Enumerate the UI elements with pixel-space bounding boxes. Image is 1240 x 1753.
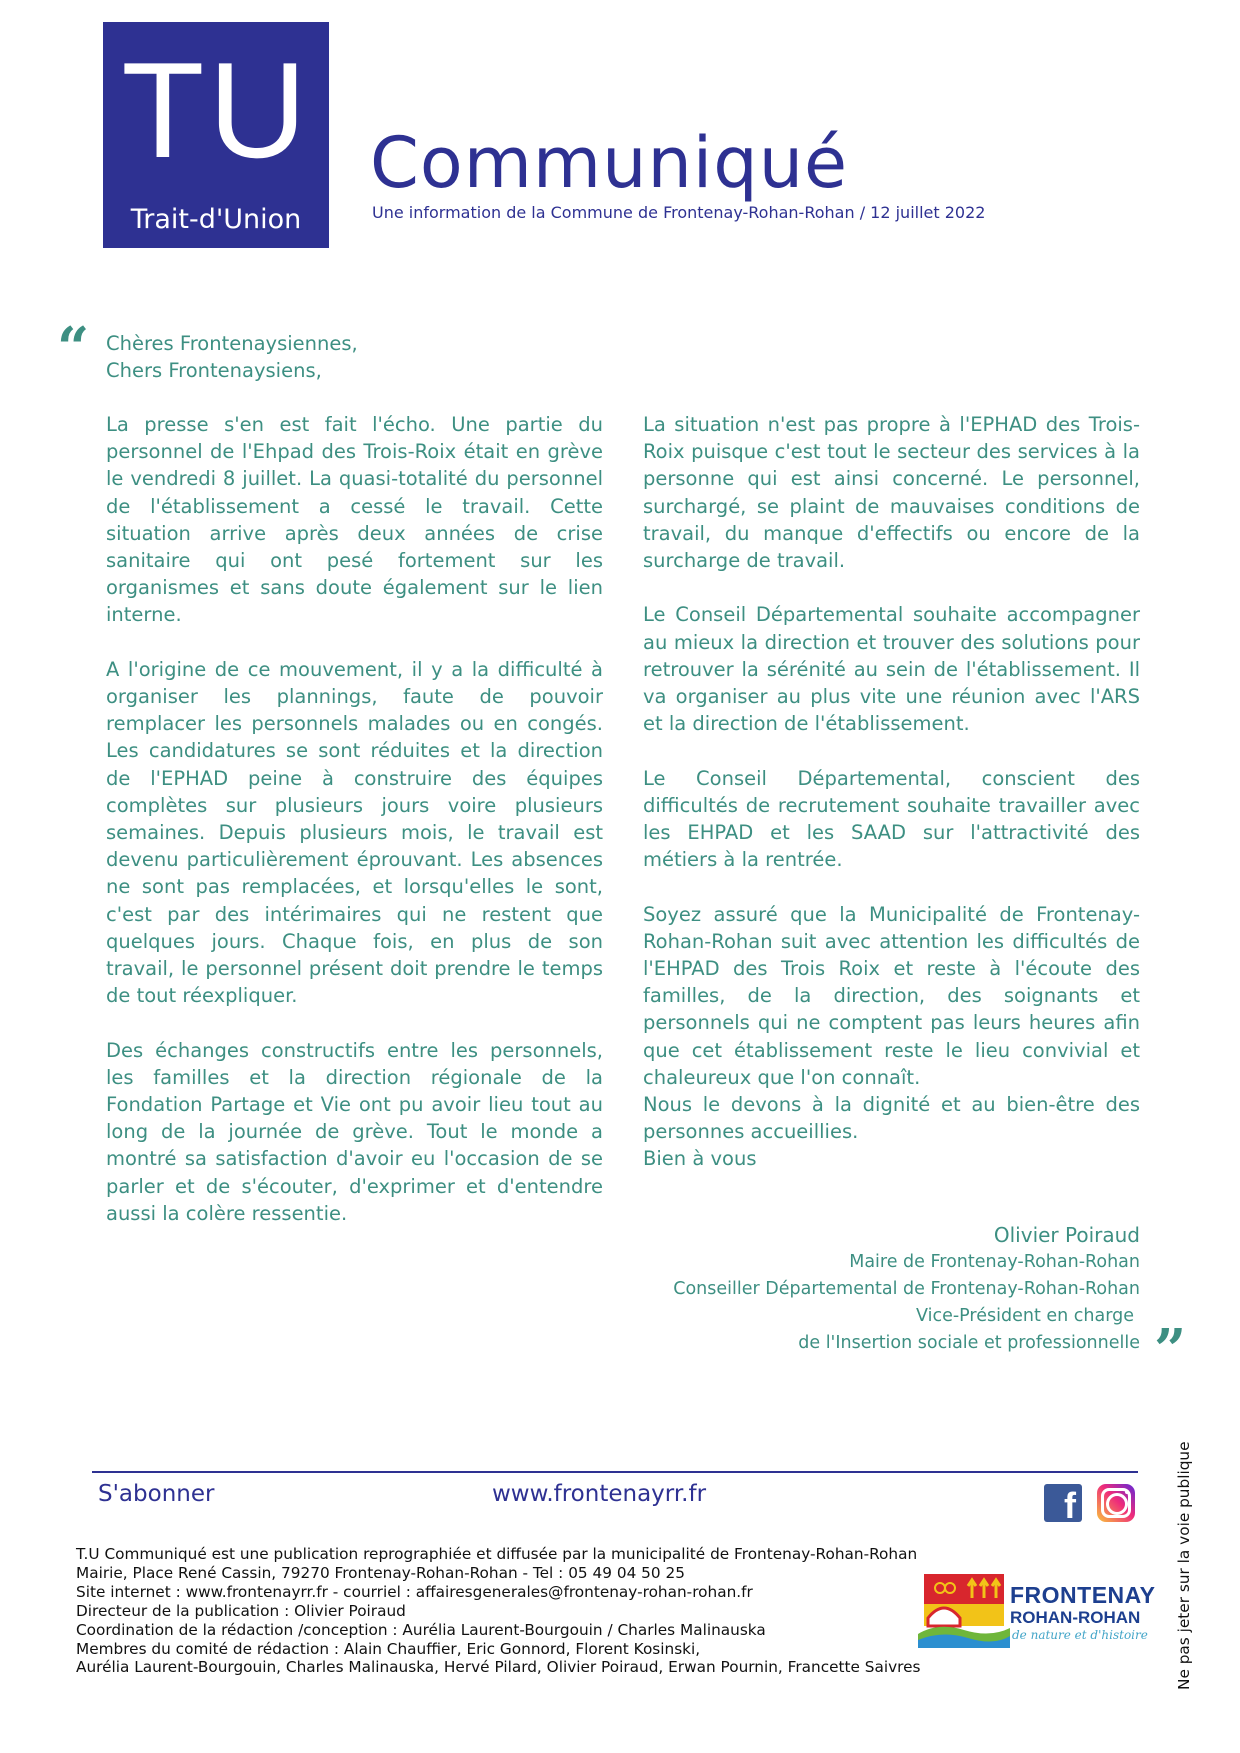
signature-block [673, 1222, 1140, 1357]
paragraph: La situation n'est pas propre à l'EPHAD des Trois-Roix puisque c'est tout le secteur des services à la personne qui est ainsi concerné. Le personnel, surchargé, se plaint de mauvaises conditions de travail, du manque d'effectifs ou encore de la surcharge de travail. [643, 413, 1140, 573]
commune-logo-tagline: de nature et d'histoire [1012, 1628, 1148, 1642]
signature-role: Vice-Président en charge [916, 1306, 1134, 1326]
open-quote-icon: “ [57, 315, 90, 381]
paragraph: La presse s'en est fait l'écho. Une partie du personnel de l'Ehpad des Trois-Roix était en grève le vendredi 8 juillet. La quasi-totalité du personnel de l'établissement a cessé le travail. Cette situation arrive après deux années de crise sanitaire qui ont pesé fortement sur les organismes et sans doute également sur le lien interne. [106, 413, 603, 627]
subscribe-link[interactable]: S'abonner [98, 1481, 215, 1507]
paragraph: Le Conseil Départemental souhaite accompagner au mieux la direction et trouver des solutions pour retrouver la sérénité au sein de l'établissement. Il va organiser au plus vite une réunion avec l'ARS et la direction de l'établissement. [643, 603, 1140, 736]
footer-line: Coordination de la rédaction /conception : Aurélia Laurent-Bourgouin / Charles Malinauska [76, 1620, 766, 1639]
footer-line: Aurélia Laurent-Bourgouin, Charles Malinauska, Hervé Pilard, Olivier Poiraud, Erwan Pournin, Francette Saivres [76, 1658, 921, 1677]
trait-dunion-logo [103, 22, 329, 248]
greeting-line: Chères Frontenaysiennes, [106, 332, 358, 355]
paragraph: Nous le devons à la dignité et au bien-être des personnes accueillies. [643, 1093, 1140, 1144]
paragraph: Soyez assuré que la Municipalité de Frontenay-Rohan-Rohan suit avec attention les difficultés de l'EHPAD des Trois Roix et reste à l'écoute des familles, de la direction, des soignants et personnels qui ne comptent pas leurs heures afin que cet établissement reste le lieu convivial et chaleureux que l'on connaît. [643, 902, 1140, 1089]
signature-role: Conseiller Départemental de Frontenay-Rohan-Rohan [673, 1279, 1140, 1299]
left-column [106, 411, 603, 1254]
commune-logo-line1: FRONTENAY [1010, 1582, 1156, 1608]
greeting-line: Chers Frontenaysiens, [106, 359, 322, 382]
footer-divider [92, 1471, 1138, 1473]
publication-info [76, 1545, 921, 1677]
right-column [643, 411, 1140, 1173]
paragraph: A l'origine de ce mouvement, il y a la difficulté à organiser les plannings, faute de pouvoir remplacer les personnels malades ou en congés. Les candidatures se sont réduites et la direction de l'EPHAD peine à construire des équipes complètes sur plusieurs jours voire plusieurs semaines. Depuis plusieurs mois, le travail est devenu particulièrement éprouvant. Les absences ne sont pas remplacées, et lorsqu'elles le sont, c'est par des intérimaires qui ne restent que quelques jours. Chaque fois, en plus de son travail, le personnel présent doit prendre le temps de tout réexpliquer. [106, 657, 603, 1008]
footer-line: Site internet : www.frontenayrr.fr - courriel : affairesgenerales@frontenay-rohan-rohan.fr [76, 1582, 753, 1601]
paragraph: Des échanges constructifs entre les personnels, les familles et la direction régionale de la Fondation Partage et Vie ont pu avoir lieu tout au long de la journée de grève. Tout le monde a montré sa satisfaction d'avoir eu l'occasion de se parler et de s'écouter, d'exprimer et d'entendre aussi la colère ressentie. [106, 1038, 603, 1225]
instagram-icon[interactable] [1097, 1484, 1135, 1522]
commune-logo [918, 1568, 1158, 1648]
footer-line: Membres du comité de rédaction : Alain Chauffier, Eric Gonnord, Florent Kosinski, [76, 1639, 701, 1658]
footer-line: Directeur de la publication : Olivier Poiraud [76, 1601, 406, 1620]
closing-line: Bien à vous [643, 1147, 757, 1171]
footer-line: T.U Communiqué est une publication reprographiée et diffusée par la municipalité de Frontenay-Rohan-Rohan [76, 1545, 918, 1563]
signature-role: de l'Insertion sociale et professionnelle [798, 1333, 1140, 1353]
logo-letters: TU [121, 34, 311, 186]
facebook-icon[interactable]: f [1044, 1484, 1082, 1522]
greeting [106, 330, 358, 384]
footer-line: Mairie, Place René Cassin, 79270 Frontenay-Rohan-Rohan - Tel : 05 49 04 50 25 [76, 1563, 685, 1582]
commune-logo-line2: ROHAN-ROHAN [1010, 1608, 1141, 1627]
website-link[interactable]: www.frontenayrr.fr [492, 1481, 707, 1507]
signature-role: Maire de Frontenay-Rohan-Rohan [849, 1252, 1140, 1272]
signature-name: Olivier Poiraud [993, 1223, 1140, 1247]
page-subtitle: Une information de la Commune de Frontenay-Rohan-Rohan / 12 juillet 2022 [372, 203, 986, 222]
page-title: Communiqué [370, 122, 849, 204]
close-quote-icon: ” [1154, 1317, 1187, 1383]
paragraph: Le Conseil Départemental, conscient des difficultés de recrutement souhaite travailler avec les EHPAD et les SAAD sur l'attractivité des métiers à la rentrée. [643, 766, 1140, 872]
vertical-note: Ne pas jeter sur la voie publique [1175, 1441, 1193, 1690]
commune-emblem-icon [918, 1568, 1010, 1648]
logo-subtitle: Trait-d'Union [130, 204, 302, 235]
